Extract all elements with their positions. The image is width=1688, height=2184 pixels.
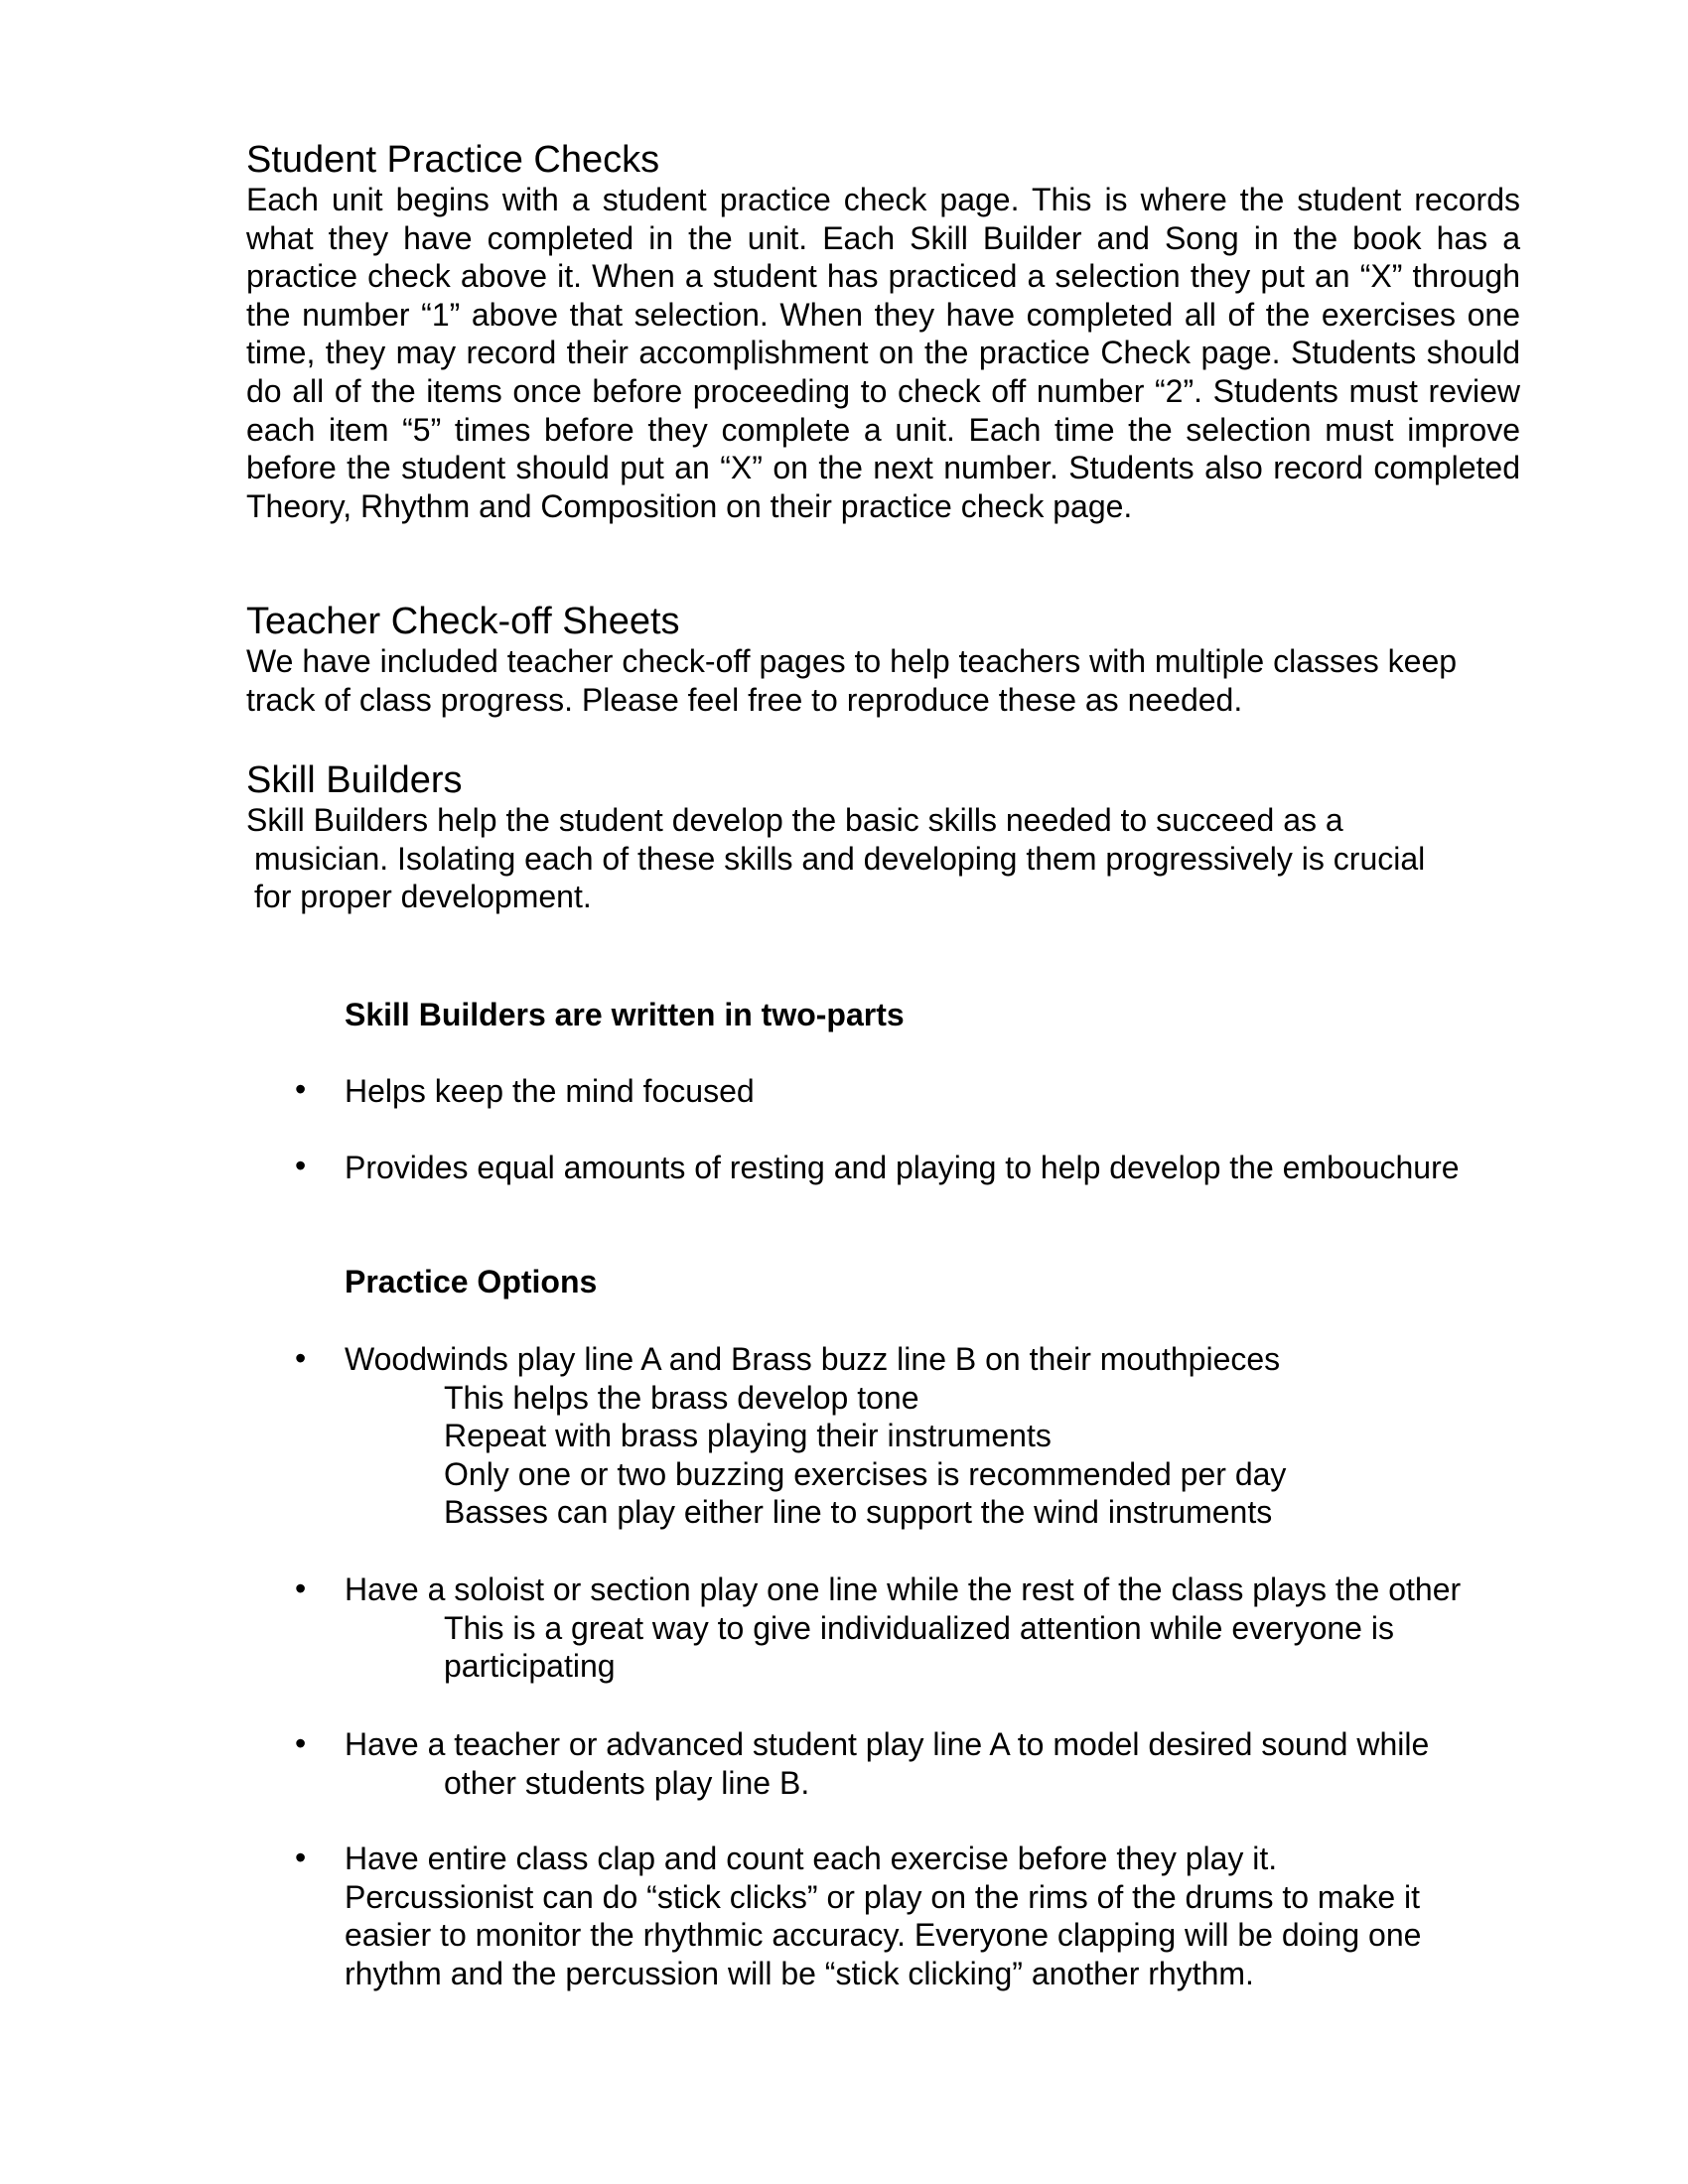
practice-option-text: Have a soloist or section play one line while the rest of the class plays the other (345, 1571, 1462, 1607)
practice-option-item (345, 1840, 1421, 1992)
paragraph-line: We have included teacher check-off pages to help teachers with multiple classes keep (246, 643, 1458, 679)
practice-option-subitems (345, 1609, 1461, 1686)
section-teacher-check-off-sheets (246, 601, 1520, 719)
practice-option-continuation: easier to monitor the rhythmic accuracy. Everyone clapping will be doing one (345, 1917, 1422, 1954)
practice-option-text: Have entire class clap and count each exercise before they play it. (345, 1841, 1278, 1876)
section-paragraph: Each unit begins with a student practice check page. This is where the student records what they have completed in the unit. Each Skill Builder and Song in the book has a practice check above it. When a student has practiced a selection they put an “X” through the number “1” above that selection. When they have completed all of the exercises one time, they may record their accomplishment on the practice Check page. Students should do all of the items once before proceeding to check off number “2”. Students must review each item “5” times before they complete a unit. Each time the selection must improve before the student should put an “X” on the next number. Students also record completed Theory, Rhythm and Composition on their practice check page. (246, 182, 1520, 524)
practice-option-item (345, 1340, 1286, 1532)
paragraph-line: for proper development. (254, 879, 592, 915)
section-paragraph (246, 642, 1520, 719)
bullet-icon: • (295, 1840, 307, 1875)
paragraph-line: track of class progress. Please feel free to reproduce these as needed. (246, 681, 1243, 718)
section-heading: Teacher Check-off Sheets (246, 601, 680, 642)
practice-option-subline: other students play line B. (444, 1764, 810, 1801)
bullet-icon: • (295, 1148, 307, 1183)
two-parts-title: Skill Builders are written in two-parts (345, 997, 905, 1032)
practice-option-item (345, 1725, 1429, 1802)
practice-option-subline: Basses can play either line to support the wind instruments (444, 1494, 1273, 1531)
bullet-icon: • (295, 1725, 307, 1761)
section-student-practice-checks (246, 139, 1520, 525)
section-skill-builders (246, 759, 1520, 916)
section-heading: Student Practice Checks (246, 139, 660, 181)
paragraph-line: Skill Builders help the student develop the basic skills needed to succeed as a (246, 802, 1343, 838)
practice-option-continuation: rhythm and the percussion will be “stick clicking” another rhythm. (345, 1955, 1254, 1991)
bullet-icon: • (295, 1340, 307, 1376)
practice-option-item (345, 1570, 1461, 1686)
practice-option-continuation: Percussionist can do “stick clicks” or play on the rims of the drums to make it (345, 1878, 1421, 1915)
practice-option-text: Woodwinds play line A and Brass buzz line B on their mouthpieces (345, 1341, 1281, 1377)
practice-option-text: Have a teacher or advanced student play line A to model desired sound while (345, 1726, 1430, 1762)
practice-option-subline: This helps the brass develop tone (444, 1379, 919, 1416)
practice-option-subitems (345, 1379, 1286, 1532)
section-heading: Skill Builders (246, 759, 463, 801)
practice-option-subline: This is a great way to give individualized attention while everyone is (444, 1609, 1394, 1646)
practice-option-subitems (345, 1764, 1429, 1803)
practice-options-title: Practice Options (345, 1264, 598, 1299)
section-paragraph (246, 801, 1520, 916)
bullet-icon: • (295, 1570, 307, 1606)
practice-option-subline: Repeat with brass playing their instruments (444, 1418, 1052, 1454)
practice-option-subline: Only one or two buzzing exercises is recommended per day (444, 1455, 1287, 1492)
bullet-item: Helps keep the mind focused (345, 1073, 755, 1109)
practice-option-subline: participating (444, 1648, 616, 1685)
bullet-item: Provides equal amounts of resting and playing to help develop the embouchure (345, 1150, 1460, 1185)
bullet-icon: • (295, 1071, 307, 1107)
paragraph-line: musician. Isolating each of these skills and developing them progressively is crucial (254, 840, 1426, 877)
